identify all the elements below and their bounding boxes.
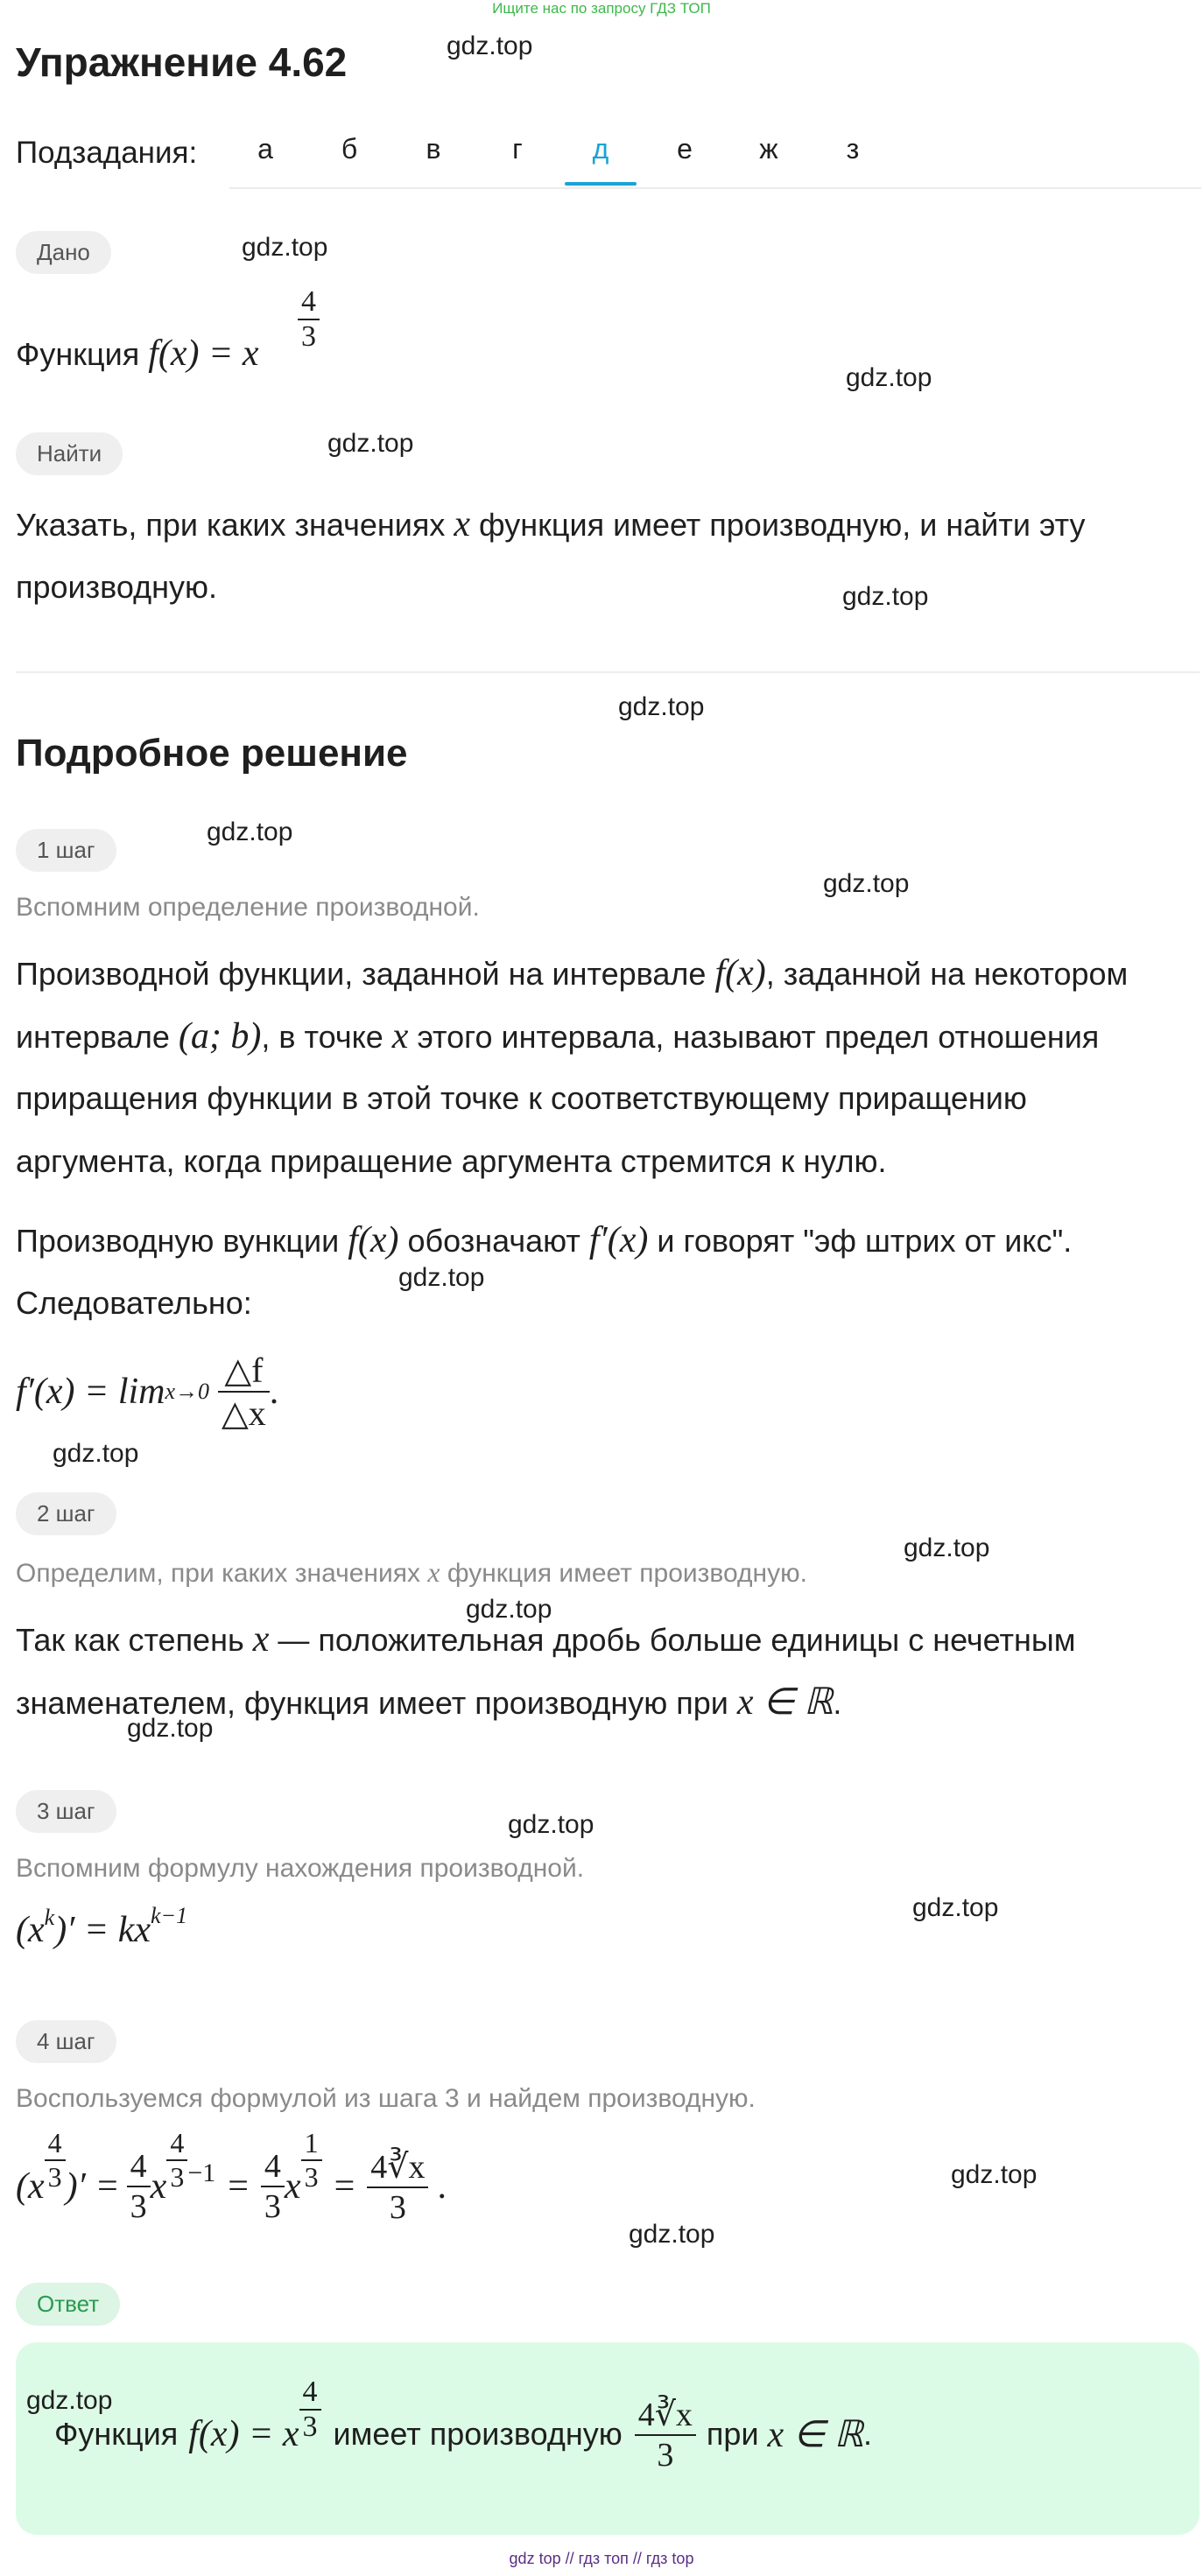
- given-exponent-den: 3: [301, 320, 316, 353]
- find-badge: Найти: [16, 432, 123, 475]
- step-1-line-5: [16, 1209, 1072, 1273]
- given-text: Функция: [16, 336, 140, 372]
- find-line-1: [16, 493, 1085, 557]
- math: x ∈ ℝ: [767, 2415, 864, 2455]
- text: функция имеет производную.: [447, 1559, 807, 1588]
- math: (x: [16, 2166, 45, 2207]
- math: f′(x) = lim: [16, 1372, 165, 1412]
- answer-badge: Ответ: [16, 2283, 120, 2326]
- fraction-num: △f: [218, 1350, 270, 1393]
- text: Производную вункции: [16, 1223, 340, 1259]
- result-fraction: [367, 2147, 428, 2227]
- fraction-den: 3: [264, 2188, 281, 2225]
- coef-fraction: [127, 2147, 151, 2226]
- math: )′ = kx: [54, 1910, 151, 1950]
- step-1-line-4: аргумента, когда приращение аргумента стремится к нулю.: [16, 1143, 887, 1179]
- find-var: x: [454, 504, 470, 544]
- find-line-2: производную.: [16, 569, 217, 605]
- text: при: [706, 2416, 759, 2452]
- step-4-badge: 4 шаг: [16, 2020, 116, 2063]
- step-3-hint: Вспомним формулу нахождения производной.: [16, 1854, 585, 1883]
- derivative-definition-formula: [16, 1344, 278, 1440]
- exponent-fraction: [299, 2376, 321, 2444]
- math: .: [269, 1372, 279, 1412]
- fraction-den: 3: [47, 2161, 62, 2193]
- watermark: gdz.top: [904, 1534, 990, 1562]
- fraction-num: 4∛x: [367, 2147, 428, 2188]
- watermark: gdz.top: [846, 363, 932, 392]
- fraction-num: 4: [299, 2376, 321, 2411]
- watermark: gdz.top: [823, 869, 910, 898]
- math: x ∈ ℝ: [736, 1682, 834, 1723]
- text: .: [863, 2416, 873, 2452]
- solution-title: Подробное решение: [16, 732, 408, 775]
- fraction-den: 3: [170, 2161, 185, 2193]
- step-3-badge: 3 шаг: [16, 1790, 116, 1833]
- watermark: gdz.top: [466, 1595, 552, 1624]
- math: x: [150, 2166, 167, 2207]
- fraction-den: 3: [389, 2188, 406, 2226]
- watermark: gdz.top: [629, 2220, 715, 2249]
- math: x: [427, 1556, 440, 1588]
- fraction-num: 4: [45, 2127, 66, 2161]
- fraction-num: 4∛x: [635, 2395, 696, 2436]
- watermark: gdz.top: [912, 1893, 999, 1922]
- watermark: gdz.top: [842, 582, 929, 611]
- active-tab-indicator: [565, 182, 637, 186]
- watermark: gdz.top: [398, 1263, 485, 1292]
- tab-g[interactable]: г: [512, 133, 523, 165]
- watermark: gdz.top: [207, 818, 293, 846]
- top-note: Ищите нас по запросу ГДЗ ТОП: [492, 0, 711, 17]
- power-rule-formula: [16, 1899, 187, 1961]
- text: , заданной на некотором: [765, 956, 1129, 992]
- step-1-line-3: приращения функции в этой точке к соответствующему приращению: [16, 1080, 1027, 1116]
- tab-e[interactable]: е: [677, 133, 693, 165]
- watermark: gdz.top: [618, 692, 705, 721]
- watermark: gdz.top: [53, 1439, 139, 1468]
- given-badge: Дано: [16, 231, 111, 274]
- text: Так как степень: [16, 1622, 244, 1658]
- fraction-den: 3: [657, 2436, 674, 2474]
- fraction-den: 3: [130, 2188, 147, 2225]
- fraction-den: 3: [302, 2411, 318, 2443]
- watermark: gdz.top: [242, 233, 328, 262]
- given-exponent-num: 4: [298, 285, 320, 320]
- math: k: [44, 1905, 55, 1930]
- given-exponent: [298, 285, 320, 354]
- given-formula: f(x) = x: [148, 333, 259, 374]
- step-2-hint: [16, 1556, 807, 1589]
- given-statement: [16, 333, 259, 375]
- fraction-den: △x: [222, 1393, 266, 1433]
- tab-b[interactable]: б: [341, 133, 358, 165]
- step-1-line-2: [16, 1005, 1099, 1069]
- fraction-num: 1: [301, 2127, 322, 2161]
- text: интервале: [16, 1019, 170, 1055]
- math: x: [391, 1016, 409, 1056]
- step-1-hint: Вспомним определение производной.: [16, 893, 480, 922]
- step-4-hint: Воспользуемся формулой из шага 3 и найдем производную.: [16, 2084, 756, 2113]
- watermark: gdz.top: [447, 32, 533, 60]
- text: этого интервала, называют предел отношения: [417, 1019, 1100, 1055]
- math: (a; b): [178, 1016, 262, 1056]
- step-1-line-1: [16, 942, 1128, 1006]
- text: обозначают: [407, 1223, 580, 1259]
- watermark: gdz.top: [508, 1810, 594, 1839]
- math: .: [437, 2166, 447, 2207]
- text: — положительная дробь больше единицы с нечетным: [278, 1622, 1076, 1658]
- math: x→0: [165, 1379, 210, 1404]
- tab-v[interactable]: в: [426, 133, 441, 165]
- math: f(x) = x: [188, 2414, 299, 2454]
- coef-fraction: [261, 2147, 285, 2226]
- subtask-tabs: [229, 131, 1201, 189]
- tab-d[interactable]: д: [592, 133, 609, 165]
- math: )′ =: [65, 2166, 120, 2207]
- subtasks-label: Подзадания:: [16, 136, 198, 170]
- tab-z[interactable]: з: [846, 133, 860, 165]
- math: x: [252, 1619, 270, 1660]
- page-title: Упражнение 4.62: [16, 39, 348, 85]
- fraction-num: 4: [127, 2147, 151, 2187]
- watermark: gdz.top: [951, 2160, 1038, 2189]
- watermark: gdz.top: [26, 2386, 113, 2415]
- result-fraction: [635, 2395, 696, 2474]
- watermark: gdz.top: [327, 429, 414, 458]
- text: Производной функции, заданной на интервале: [16, 956, 707, 992]
- exponent-fraction: [301, 2127, 322, 2193]
- fraction-num: 4: [261, 2147, 285, 2187]
- fraction-den: 3: [304, 2161, 319, 2193]
- step-2-badge: 2 шаг: [16, 1492, 116, 1535]
- derivative-computation: [16, 2125, 447, 2248]
- exponent-fraction: [166, 2127, 187, 2193]
- math: =: [228, 2166, 249, 2207]
- step-1-badge: 1 шаг: [16, 829, 116, 872]
- math: −1: [187, 2158, 216, 2187]
- text: имеет производную: [333, 2416, 623, 2452]
- fraction: [218, 1350, 270, 1434]
- text: знаменателем, функция имеет производную при: [16, 1685, 728, 1721]
- math: f′(x): [588, 1220, 649, 1260]
- math: (x: [16, 1910, 45, 1950]
- text: , в точке: [261, 1019, 383, 1055]
- find-text-b: функция имеет производную, и найти эту: [479, 507, 1086, 543]
- tab-a[interactable]: а: [257, 133, 273, 165]
- watermark: gdz.top: [127, 1714, 214, 1743]
- math: f(x): [714, 953, 766, 993]
- answer-statement: [54, 2369, 872, 2500]
- math: x: [284, 2166, 301, 2207]
- text: .: [833, 1685, 842, 1721]
- text: Определим, при каких значениях: [16, 1559, 420, 1588]
- math: f(x): [348, 1220, 399, 1260]
- footer: gdz top // гдз топ // гдз top: [509, 2550, 694, 2567]
- math: =: [334, 2166, 355, 2207]
- text: и говорят "эф штрих от икс".: [657, 1223, 1073, 1259]
- tab-zh[interactable]: ж: [759, 133, 778, 165]
- divider: [16, 671, 1199, 673]
- fraction-num: 4: [166, 2127, 187, 2161]
- step-1-line-6: Следовательно:: [16, 1285, 252, 1321]
- math: k−1: [151, 1903, 188, 1928]
- find-text-a: Указать, при каких значениях: [16, 507, 446, 543]
- exponent-fraction: [45, 2127, 66, 2193]
- text: Функция: [54, 2416, 179, 2452]
